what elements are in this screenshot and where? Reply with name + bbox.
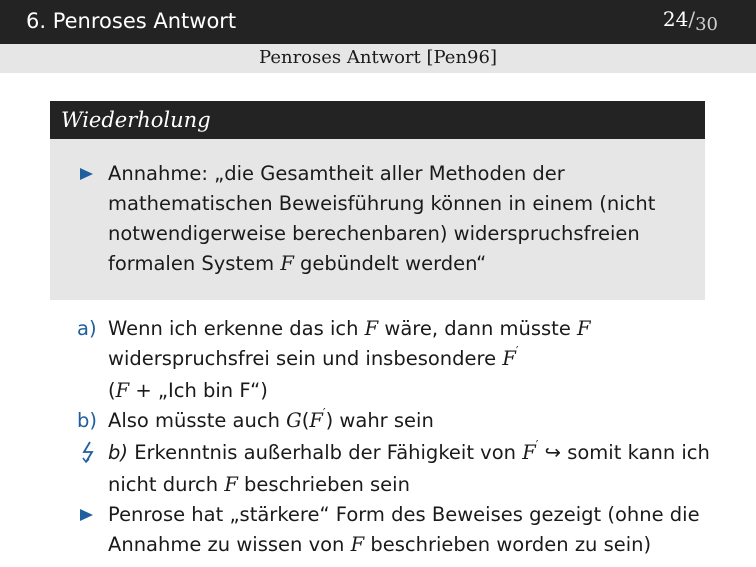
- item-text: ) wahr sein: [325, 409, 434, 432]
- item-text: Also müsste auch: [108, 409, 287, 432]
- list-item-b: [50, 406, 730, 438]
- math-var: F: [309, 409, 323, 432]
- math-var: F: [364, 317, 379, 340]
- list-item: [50, 159, 705, 279]
- argument-list: [50, 314, 730, 560]
- math-var: F: [350, 533, 365, 556]
- hook-arrow-icon: ↪: [538, 441, 568, 464]
- lightning-contradiction-icon: [81, 439, 95, 465]
- list-item-penrose: [50, 500, 730, 560]
- item-text: Penrose hat „stärkere“ Form des Beweises gezeigt (ohne die Annahme zu wissen von: [108, 503, 700, 556]
- page-total: 30: [695, 14, 718, 35]
- math-var: F: [502, 347, 516, 370]
- frame-header: [0, 0, 756, 44]
- recap-block: [50, 101, 705, 300]
- prime-mark: ′: [322, 406, 326, 420]
- prime-mark: ′: [535, 438, 539, 452]
- enum-label: b): [77, 409, 97, 432]
- bullet-triangle-icon: [80, 168, 93, 180]
- item-text: somit kann ich nicht durch: [108, 441, 710, 496]
- item-ref: b): [108, 441, 128, 464]
- block-title: Wiederholung: [50, 101, 705, 139]
- prime-mark: ′: [515, 344, 519, 358]
- bullet-text: Annahme: „die Gesamtheit aller Methoden der mathematischen Beweisführung können in einem (nicht notwendigerweise berechenbaren) widerspruchsfreien formalen System: [108, 162, 656, 275]
- math-var: F: [577, 317, 591, 340]
- section-title: 6. Penroses Antwort: [26, 9, 237, 33]
- math-var: F: [115, 379, 130, 402]
- page-current: 24: [662, 7, 689, 31]
- block-body: [50, 139, 705, 279]
- page-counter: [662, 7, 718, 35]
- item-text: (: [301, 409, 310, 432]
- frame-subheader: [0, 44, 756, 73]
- math-var: F: [522, 441, 536, 464]
- item-text: (: [108, 379, 116, 402]
- list-item-contradiction: [50, 438, 730, 500]
- list-item-a: [50, 314, 730, 406]
- math-var: F: [280, 252, 294, 275]
- item-text: + „Ich bin F“): [129, 379, 268, 402]
- item-text: Erkenntnis außerhalb der Fähigkeit von: [128, 441, 523, 464]
- enum-label: a): [77, 317, 97, 340]
- math-var: G: [286, 409, 302, 432]
- item-text: widerspruchsfrei sein und insbesondere: [108, 347, 503, 370]
- item-text: beschrieben sein: [237, 473, 410, 496]
- math-var: F: [224, 473, 238, 496]
- item-text: Wenn ich erkenne das ich: [108, 317, 365, 340]
- item-text: beschrieben worden zu sein): [364, 533, 652, 556]
- frame-subtitle: Penroses Antwort [Pen96]: [259, 47, 497, 68]
- page-separator: /: [688, 7, 696, 31]
- bullet-triangle-icon: [80, 509, 93, 521]
- bullet-text: gebündelt werden“: [293, 252, 487, 275]
- item-text: wäre, dann müsste: [378, 317, 578, 340]
